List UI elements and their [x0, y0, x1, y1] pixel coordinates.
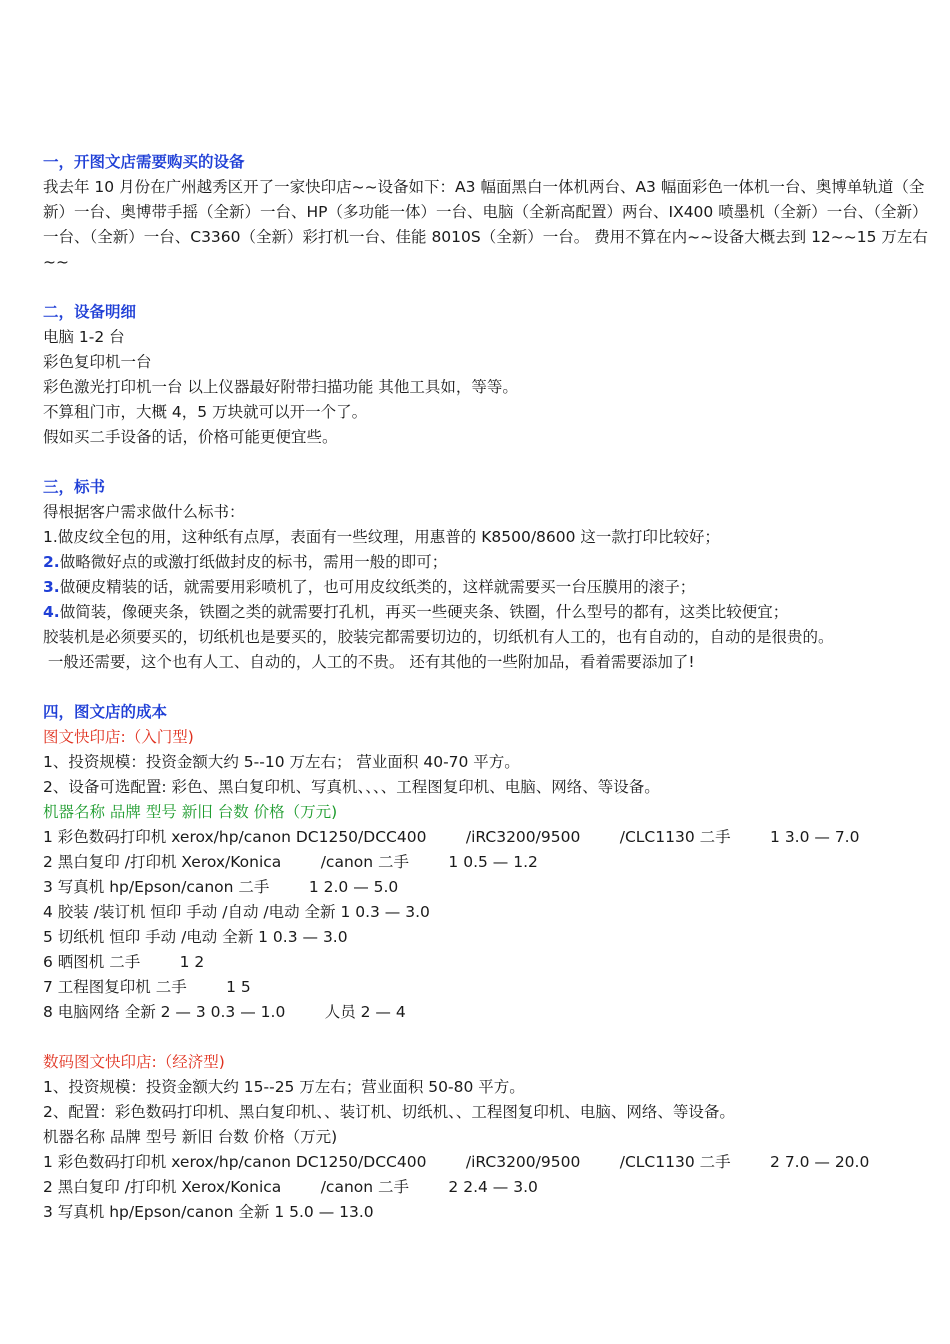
- equipment-line: 彩色复印机一台: [43, 353, 152, 371]
- bid-item-1: 1.做皮纹全包的用，这种纸有点厚，表面有一些纹理，用惠普的 K8500/8600 这一款打印比较好；: [43, 528, 720, 546]
- shop-type-entry-title: 图文快印店:（入门型): [43, 728, 194, 746]
- item-text: 做简装，像硬夹条，铁圈之类的就需要打孔机，再买一些硬夹条、铁圈，什么型号的都有，这类比较便宜；: [59, 603, 789, 621]
- machine-table-header: 机器名称 品牌 型号 新旧 台数 价格（万元): [43, 1128, 338, 1146]
- item-text: 做硬皮精装的话，就需要用彩喷机了，也可用皮纹纸类的，这样就需要买一台压膜用的滚子；: [59, 578, 696, 596]
- bid-intro: 得根据客户需求做什么标书：: [43, 503, 245, 521]
- shop-type-economy-title: 数码图文快印店:（经济型): [43, 1053, 225, 1071]
- machine-row: 2 黑白复印 /打印机 Xerox/Konica /canon 二手 2 2.4 — 3.0: [43, 1178, 538, 1196]
- machine-row: 1 彩色数码打印机 xerox/hp/canon DC1250/DCC400 /iRC3200/9500 /CLC1130 二手 2 7.0 — 20.0: [43, 1153, 870, 1171]
- equipment-line: 彩色激光打印机一台 以上仪器最好附带扫描功能 其他工具如，等等。: [43, 378, 518, 396]
- machine-row: 3 写真机 hp/Epson/canon 二手 1 2.0 — 5.0: [43, 878, 399, 896]
- bid-item-3: [43, 575, 938, 600]
- machine-row: 4 胶装 /装订机 恒印 手动 /自动 /电动 全新 1 0.3 — 3.0: [43, 903, 430, 921]
- item-number: 2.: [43, 553, 60, 571]
- machine-row: 5 切纸机 恒印 手动 /电动 全新 1 0.3 — 3.0: [43, 928, 348, 946]
- machine-table-header: 机器名称 品牌 型号 新旧 台数 价格（万元): [43, 803, 338, 821]
- machine-row: 8 电脑网络 全新 2 — 3 0.3 — 1.0 人员 2 — 4: [43, 1003, 406, 1021]
- item-text: 做略微好点的或激打纸做封皮的标书，需用一般的即可；: [59, 553, 448, 571]
- extras-note: 一般还需要，这个也有人工、自动的，人工的不贵。 还有其他的一些附加品，看着需要添加了!: [43, 653, 695, 671]
- machine-row: 2 黑白复印 /打印机 Xerox/Konica /canon 二手 1 0.5 — 1.2: [43, 853, 538, 871]
- item-number: 4.: [43, 603, 60, 621]
- section-1-paragraph: 我去年 10 月份在广州越秀区开了一家快印店~~设备如下：A3 幅面黑白一体机两台、A3 幅面彩色一体机一台、奥博单轨道（全新）一台、奥博带手摇（全新）一台、HP（多功能一体）一台、电脑（全新高配置）两台、IX400 喷墨机（全新）一台、（全新）一台、（全新）一台、C3360（全新）彩打机一台、佳能 8010S（全新）一台。 费用不算在内~~设备大概去到 12~~15 万左右~~: [43, 178, 928, 271]
- machine-row: 7 工程图复印机 二手 1 5: [43, 978, 251, 996]
- section-4-heading: 四，图文店的成本: [43, 703, 168, 721]
- machine-row: 3 写真机 hp/Epson/canon 全新 1 5.0 — 13.0: [43, 1203, 374, 1221]
- equipment-line: 假如买二手设备的话，价格可能更便宜些。: [43, 428, 338, 446]
- machine-row: 6 晒图机 二手 1 2: [43, 953, 205, 971]
- investment-scale: 1、投资规模：投资金额大约 5--10 万左右； 营业面积 40-70 平方。: [43, 753, 520, 771]
- bid-item-4: [43, 600, 938, 625]
- equipment-line: 电脑 1-2 台: [43, 328, 125, 346]
- equipment-config: 2、配置：彩色数码打印机、黑白复印机、、装订机、切纸机、、工程图复印机、电脑、网络、等设备。: [43, 1103, 735, 1121]
- section-3-heading: 三，标书: [43, 478, 106, 496]
- section-1-heading: 一，开图文店需要购买的设备: [43, 153, 245, 171]
- investment-scale: 1、投资规模：投资金额大约 15--25 万左右；营业面积 50-80 平方。: [43, 1078, 525, 1096]
- machine-row: 1 彩色数码打印机 xerox/hp/canon DC1250/DCC400 /iRC3200/9500 /CLC1130 二手 1 3.0 — 7.0: [43, 828, 860, 846]
- document-page: [43, 150, 938, 1225]
- item-number: 3.: [43, 578, 60, 596]
- equipment-line: 不算租门市，大概 4，5 万块就可以开一个了。: [43, 403, 368, 421]
- binding-machine-note: 胶装机是必须要买的，切纸机也是要买的，胶装完都需要切边的，切纸机有人工的，也有自动的，自动的是很贵的。: [43, 628, 834, 646]
- section-2-heading: 二，设备明细: [43, 303, 137, 321]
- equipment-options: 2、设备可选配置: 彩色、黑白复印机、写真机、、、、工程图复印机、电脑、网络、等设备。: [43, 778, 660, 796]
- bid-item-2: [43, 550, 938, 575]
